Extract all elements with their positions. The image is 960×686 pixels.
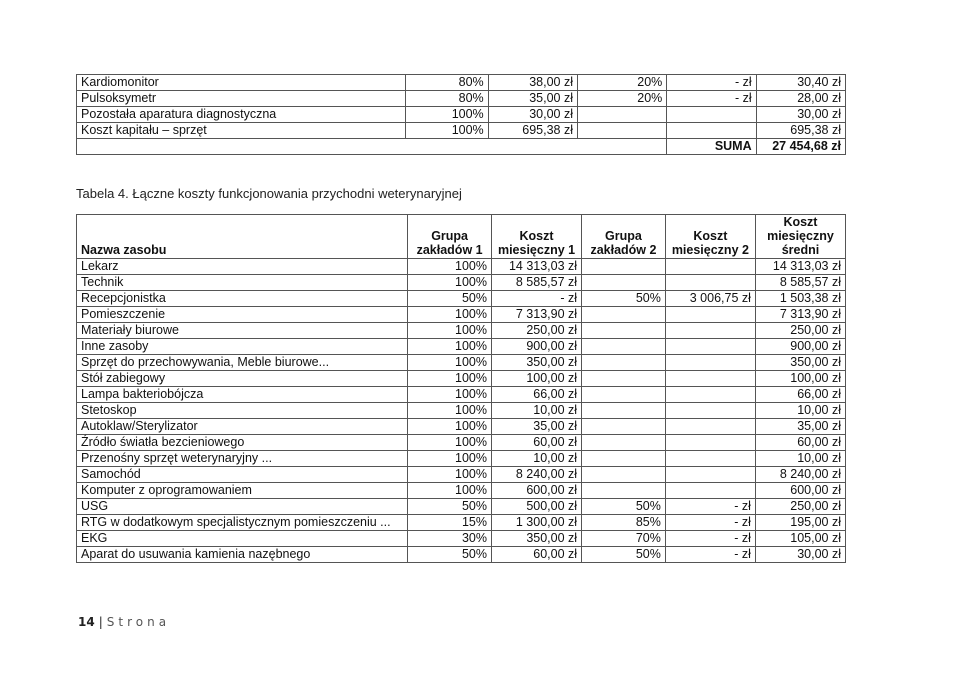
table-row	[77, 275, 846, 291]
average-cost: 250,00 zł	[755, 499, 845, 515]
average-cost: 30,00 zł	[756, 107, 845, 123]
cost-2	[665, 483, 755, 499]
group-1-share: 100%	[408, 467, 492, 483]
group-2-share	[582, 387, 666, 403]
cost-1: 38,00 zł	[488, 75, 577, 91]
resource-name: Kardiomonitor	[77, 75, 406, 91]
cost-1: 7 313,90 zł	[492, 307, 582, 323]
group-2-share	[582, 467, 666, 483]
summary-total-row	[77, 139, 846, 155]
resource-name: Pulsoksymetr	[77, 91, 406, 107]
group-2-share	[582, 339, 666, 355]
summary-table	[76, 74, 846, 155]
cost-2	[665, 307, 755, 323]
group-2-share	[582, 323, 666, 339]
average-cost: 250,00 zł	[755, 323, 845, 339]
table-row	[77, 291, 846, 307]
resource-name: Aparat do usuwania kamienia nazębnego	[77, 547, 408, 563]
header-group-1: Grupa zakładów 1	[408, 215, 492, 259]
cost-1: 66,00 zł	[492, 387, 582, 403]
resource-name: Koszt kapitału – sprzęt	[77, 123, 406, 139]
cost-2	[665, 419, 755, 435]
summary-row	[77, 75, 846, 91]
group-1-share: 100%	[408, 259, 492, 275]
group-2-share: 20%	[578, 75, 667, 91]
average-cost: 66,00 zł	[755, 387, 845, 403]
cost-1: 30,00 zł	[488, 107, 577, 123]
group-1-share: 100%	[408, 339, 492, 355]
cost-1: 350,00 zł	[492, 531, 582, 547]
table-row	[77, 403, 846, 419]
table-row	[77, 419, 846, 435]
average-cost: 30,40 zł	[756, 75, 845, 91]
cost-1: 10,00 zł	[492, 451, 582, 467]
cost-1: 10,00 zł	[492, 403, 582, 419]
summary-blank	[77, 139, 667, 155]
header-row	[77, 215, 846, 259]
resource-name: Sprzęt do przechowywania, Meble biurowe...	[77, 355, 408, 371]
group-1-share: 100%	[405, 107, 488, 123]
table-row	[77, 371, 846, 387]
page-number: 14	[78, 615, 95, 629]
table-row	[77, 435, 846, 451]
group-2-share: 85%	[582, 515, 666, 531]
cost-1: 1 300,00 zł	[492, 515, 582, 531]
group-1-share: 100%	[408, 451, 492, 467]
group-1-share: 100%	[408, 483, 492, 499]
group-1-share: 50%	[408, 499, 492, 515]
resource-name: Lekarz	[77, 259, 408, 275]
group-1-share: 100%	[408, 403, 492, 419]
cost-1: 8 240,00 zł	[492, 467, 582, 483]
cost-2: - zł	[667, 75, 756, 91]
resource-name: Źródło światła bezcieniowego	[77, 435, 408, 451]
resource-name: Materiały biurowe	[77, 323, 408, 339]
cost-2: 3 006,75 zł	[665, 291, 755, 307]
average-cost: 28,00 zł	[756, 91, 845, 107]
table-row	[77, 339, 846, 355]
average-cost: 100,00 zł	[755, 371, 845, 387]
group-2-share	[582, 355, 666, 371]
group-1-share: 100%	[408, 355, 492, 371]
table-row	[77, 307, 846, 323]
average-cost: 195,00 zł	[755, 515, 845, 531]
group-2-share	[582, 259, 666, 275]
average-cost: 8 585,57 zł	[755, 275, 845, 291]
cost-2	[665, 403, 755, 419]
summary-row	[77, 91, 846, 107]
table-row	[77, 387, 846, 403]
cost-1: 60,00 zł	[492, 547, 582, 563]
group-2-share: 70%	[582, 531, 666, 547]
table-caption: Tabela 4. Łączne koszty funkcjonowania przychodni weterynaryjnej	[76, 186, 462, 201]
cost-2	[665, 435, 755, 451]
group-1-share: 100%	[408, 387, 492, 403]
group-1-share: 100%	[408, 419, 492, 435]
group-1-share: 80%	[405, 91, 488, 107]
resource-name: Autoklaw/Sterylizator	[77, 419, 408, 435]
footer-separator: |	[98, 615, 103, 629]
average-cost: 8 240,00 zł	[755, 467, 845, 483]
average-cost: 695,38 zł	[756, 123, 845, 139]
group-1-share: 100%	[408, 323, 492, 339]
summary-row	[77, 107, 846, 123]
resource-name: Technik	[77, 275, 408, 291]
group-1-share: 100%	[408, 307, 492, 323]
group-1-share: 80%	[405, 75, 488, 91]
average-cost: 30,00 zł	[755, 547, 845, 563]
resource-name: Samochód	[77, 467, 408, 483]
cost-2	[665, 339, 755, 355]
group-1-share: 100%	[405, 123, 488, 139]
cost-2: - zł	[665, 547, 755, 563]
page-footer	[78, 615, 170, 629]
header-name: Nazwa zasobu	[77, 215, 408, 259]
sum-label: SUMA	[667, 139, 756, 155]
cost-1: 100,00 zł	[492, 371, 582, 387]
group-2-share	[582, 371, 666, 387]
table-row	[77, 483, 846, 499]
cost-1: 500,00 zł	[492, 499, 582, 515]
cost-2	[667, 107, 756, 123]
cost-2: - zł	[667, 91, 756, 107]
group-2-share	[582, 419, 666, 435]
group-1-share: 15%	[408, 515, 492, 531]
cost-1: 350,00 zł	[492, 355, 582, 371]
resource-name: EKG	[77, 531, 408, 547]
cost-1: 8 585,57 zł	[492, 275, 582, 291]
cost-2: - zł	[665, 515, 755, 531]
group-2-share	[582, 451, 666, 467]
cost-2	[665, 387, 755, 403]
resource-name: Stetoskop	[77, 403, 408, 419]
cost-1: 600,00 zł	[492, 483, 582, 499]
group-2-share	[582, 483, 666, 499]
table-row	[77, 451, 846, 467]
group-2-share	[582, 307, 666, 323]
header-average-cost: Koszt miesięczny średni	[755, 215, 845, 259]
cost-2	[665, 371, 755, 387]
header-cost-2: Koszt miesięczny 2	[665, 215, 755, 259]
cost-1: 695,38 zł	[488, 123, 577, 139]
header-group-2: Grupa zakładów 2	[582, 215, 666, 259]
average-cost: 7 313,90 zł	[755, 307, 845, 323]
average-cost: 14 313,03 zł	[755, 259, 845, 275]
cost-1: 60,00 zł	[492, 435, 582, 451]
group-1-share: 30%	[408, 531, 492, 547]
resource-name: Recepcjonistka	[77, 291, 408, 307]
resource-name: RTG w dodatkowym specjalistycznym pomieszczeniu ...	[77, 515, 408, 531]
cost-1: 14 313,03 zł	[492, 259, 582, 275]
table-row	[77, 515, 846, 531]
cost-1: 900,00 zł	[492, 339, 582, 355]
cost-1: 250,00 zł	[492, 323, 582, 339]
group-2-share	[582, 403, 666, 419]
table-row	[77, 355, 846, 371]
table-row	[77, 499, 846, 515]
cost-2: - zł	[665, 531, 755, 547]
resource-name: Stół zabiegowy	[77, 371, 408, 387]
group-1-share: 50%	[408, 547, 492, 563]
cost-1: - zł	[492, 291, 582, 307]
group-1-share: 100%	[408, 371, 492, 387]
table-row	[77, 531, 846, 547]
group-2-share: 20%	[578, 91, 667, 107]
table-row	[77, 323, 846, 339]
table-row	[77, 467, 846, 483]
resource-name: Komputer z oprogramowaniem	[77, 483, 408, 499]
footer-page-word: Strona	[106, 615, 171, 629]
average-cost: 1 503,38 zł	[755, 291, 845, 307]
group-1-share: 100%	[408, 275, 492, 291]
cost-2	[665, 275, 755, 291]
average-cost: 60,00 zł	[755, 435, 845, 451]
sum-value: 27 454,68 zł	[756, 139, 845, 155]
cost-2	[665, 355, 755, 371]
group-2-share	[578, 123, 667, 139]
resource-name: USG	[77, 499, 408, 515]
cost-2: - zł	[665, 499, 755, 515]
average-cost: 10,00 zł	[755, 451, 845, 467]
summary-row	[77, 123, 846, 139]
cost-2	[667, 123, 756, 139]
average-cost: 600,00 zł	[755, 483, 845, 499]
group-2-share	[578, 107, 667, 123]
header-cost-1: Koszt miesięczny 1	[492, 215, 582, 259]
cost-1: 35,00 zł	[492, 419, 582, 435]
group-1-share: 50%	[408, 291, 492, 307]
resource-name: Pozostała aparatura diagnostyczna	[77, 107, 406, 123]
group-2-share	[582, 275, 666, 291]
cost-1: 35,00 zł	[488, 91, 577, 107]
average-cost: 900,00 zł	[755, 339, 845, 355]
resource-name: Lampa bakteriobójcza	[77, 387, 408, 403]
cost-2	[665, 467, 755, 483]
group-2-share: 50%	[582, 547, 666, 563]
average-cost: 105,00 zł	[755, 531, 845, 547]
costs-table	[76, 214, 846, 563]
average-cost: 35,00 zł	[755, 419, 845, 435]
cost-2	[665, 451, 755, 467]
cost-2	[665, 323, 755, 339]
resource-name: Inne zasoby	[77, 339, 408, 355]
resource-name: Przenośny sprzęt weterynaryjny ...	[77, 451, 408, 467]
cost-2	[665, 259, 755, 275]
table-row	[77, 547, 846, 563]
group-2-share	[582, 435, 666, 451]
group-2-share: 50%	[582, 291, 666, 307]
resource-name: Pomieszczenie	[77, 307, 408, 323]
average-cost: 10,00 zł	[755, 403, 845, 419]
group-2-share: 50%	[582, 499, 666, 515]
group-1-share: 100%	[408, 435, 492, 451]
average-cost: 350,00 zł	[755, 355, 845, 371]
table-row	[77, 259, 846, 275]
